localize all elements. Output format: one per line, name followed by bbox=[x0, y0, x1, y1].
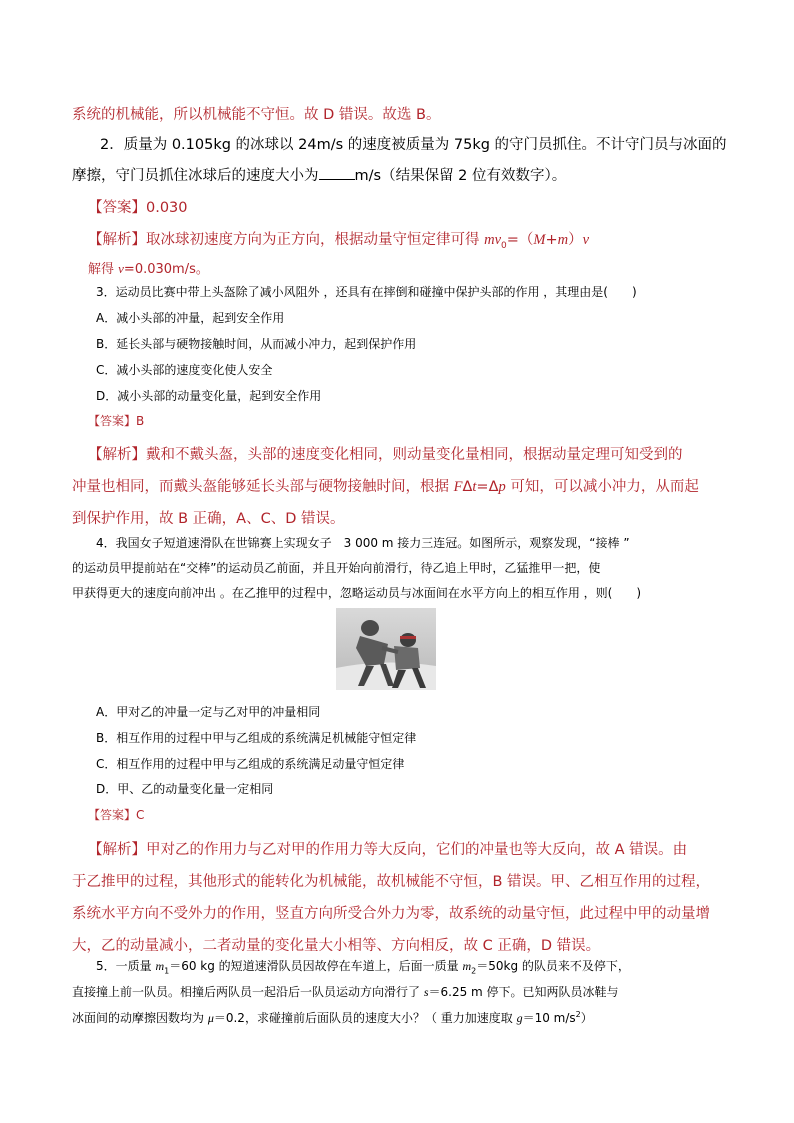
answer-tag: 【答案】 bbox=[88, 414, 137, 428]
q3-option-a: A．减小头部的冲量，起到安全作用 bbox=[96, 311, 285, 325]
q3-stem: 3．运动员比赛中带上头盔除了减小风阻外 ，还具有在摔倒和碰撞中保护头部的作用 ，其理由是( ) bbox=[96, 285, 637, 299]
q4-stem-line2: 的运动员甲提前站在“交棒”的运动员乙前面，并且开始向前滑行，待乙追上甲时，乙猛推甲一把，使 bbox=[72, 561, 601, 575]
q3-option-b: B．延长头部与硬物接触时间，从而减小冲力，起到保护作用 bbox=[96, 337, 417, 351]
q2-solve: 解得 v=0.030m/s。 bbox=[88, 261, 209, 277]
analysis-tag: 【解析】 bbox=[88, 447, 146, 463]
q4-analysis-line3: 系统水平方向不受外力的作用，竖直方向所受合外力为零，故系统的动量守恒，此过程中甲的动量增 bbox=[72, 906, 710, 922]
q3-analysis-line2: 冲量也相同，而戴头盔能够延长头部与硬物接触时间，根据 FΔt=Δp 可知，可以减小冲力，从而起 bbox=[72, 479, 699, 495]
skaters-photo bbox=[336, 608, 436, 690]
q2-stem-line2: 摩擦，守门员抓住冰球后的速度大小为 m/s（结果保留 2 位有效数字）。 bbox=[72, 168, 567, 184]
q4-analysis-line1: 【解析】甲对乙的作用力与乙对甲的作用力等大反向，它们的冲量也等大反向，故 A 错误。由 bbox=[88, 842, 688, 858]
analysis-tag: 【解析】 bbox=[88, 232, 146, 248]
q5-stem-line3: 冰面间的动摩擦因数均为 μ＝0.2，求碰撞前后面队员的速度大小？（ 重力加速度取 g＝10 $m/s^2$） bbox=[72, 1010, 593, 1025]
prev-analysis-tail: 系统的机械能，所以机械能不守恒。故 D 错误。故选 B。 bbox=[72, 107, 441, 123]
q4-answer bbox=[88, 806, 144, 823]
q4-stem-line3: 甲获得更大的速度向前冲出 。在乙推甲的过程中，忽略运动员与冰面间在水平方向上的相互作用 ，则( ) bbox=[72, 586, 641, 600]
q5-stem-line2: 直接撞上前一队员。相撞后两队员一起沿后一队员运动方向滑行了 s＝6.25 m 停下。已知两队员冰鞋与 bbox=[72, 985, 619, 999]
q4-option-d: D．甲、乙的动量变化量一定相同 bbox=[96, 782, 274, 796]
answer-value: B bbox=[136, 414, 145, 428]
q3-analysis-line3: 到保护作用，故 B 正确，A、C、D 错误。 bbox=[72, 511, 345, 527]
answer-tag: 【答案】 bbox=[88, 808, 137, 822]
answer-blank bbox=[319, 167, 355, 180]
answer-value: C bbox=[136, 808, 145, 822]
q2-analysis: 【解析】取冰球初速度方向为正方向，根据动量守恒定律可得 $mv_0=(M+m)v$ bbox=[88, 232, 590, 251]
q3-answer bbox=[88, 412, 144, 429]
q4-analysis-line4: 大，乙的动量减小，二者动量的变化量大小相等、方向相反，故 C 正确，D 错误。 bbox=[72, 938, 601, 954]
answer-value: 0.030 bbox=[146, 200, 188, 216]
q2-answer bbox=[88, 196, 188, 217]
q3-option-d: D．减小头部的动量变化量，起到安全作用 bbox=[96, 389, 322, 403]
q4-option-b: B．相互作用的过程中甲与乙组成的系统满足机械能守恒定律 bbox=[96, 731, 417, 745]
q3-option-c: C．减小头部的速度变化使人安全 bbox=[96, 363, 273, 377]
q3-analysis-line1: 【解析】戴和不戴头盔，头部的速度变化相同，则动量变化量相同，根据动量定理可知受到的 bbox=[88, 447, 683, 463]
q4-analysis-line2: 于乙推甲的过程，其他形式的能转化为机械能，故机械能不守恒，B 错误。甲、乙相互作用的过程， bbox=[72, 874, 711, 890]
q4-stem-line1: 4．我国女子短道速滑队在世锦赛上实现女子 3 000 m 接力三连冠。如图所示，观察发现，“接棒 ” bbox=[96, 536, 630, 550]
analysis-tag: 【解析】 bbox=[88, 842, 146, 858]
answer-tag: 【答案】 bbox=[88, 200, 146, 216]
q4-option-c: C．相互作用的过程中甲与乙组成的系统满足动量守恒定律 bbox=[96, 757, 405, 771]
q4-option-a: A．甲对乙的冲量一定与乙对甲的冲量相同 bbox=[96, 705, 321, 719]
q5-stem-line1: 5．一质量 $m_1=60$ kg 的短道速滑队员因故停在车道上，后面一质量 $m_2=50kg$ 的队员来不及停下， bbox=[96, 959, 630, 976]
q2-stem-line1: 2．质量为 0.105kg 的冰球以 24m/s 的速度被质量为 75kg 的守门员抓住。不计守门员与冰面的 bbox=[100, 137, 727, 153]
